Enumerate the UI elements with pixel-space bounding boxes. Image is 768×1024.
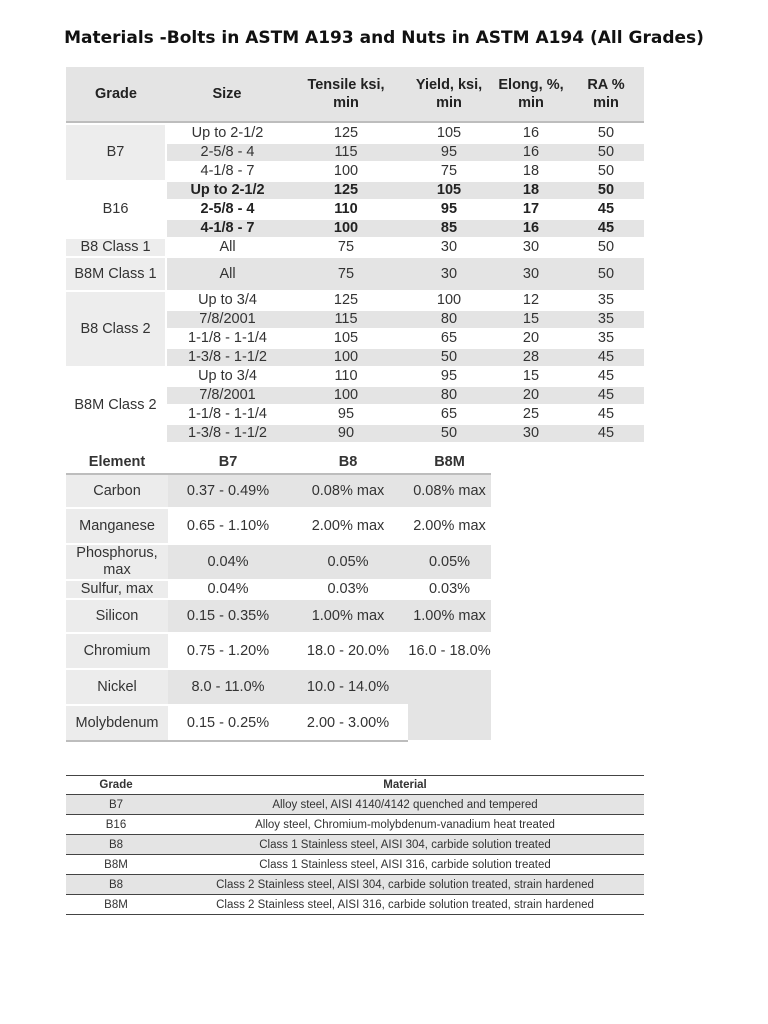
- ra-cell: 45: [568, 367, 644, 386]
- size-cell: Up to 2-1/2: [166, 181, 288, 200]
- b7-cell: 0.65 - 1.10%: [168, 508, 288, 544]
- yield-cell: 75: [404, 162, 494, 181]
- col-header-yield: [404, 67, 494, 121]
- size-cell: Up to 2-1/2: [166, 124, 288, 143]
- header-line: min: [593, 95, 619, 111]
- col-header-tensile: [288, 67, 404, 121]
- b8m-cell: 0.03%: [408, 580, 491, 599]
- elong-cell: 30: [494, 257, 568, 291]
- elong-cell: 16: [494, 124, 568, 143]
- grade-cell: B8M Class 2: [66, 367, 166, 443]
- grade-cell: B7: [66, 124, 166, 181]
- table-row: [66, 238, 644, 257]
- ra-cell: 50: [568, 124, 644, 143]
- yield-cell: 50: [404, 424, 494, 443]
- tensile-cell: 115: [288, 143, 404, 162]
- ra-cell: 35: [568, 310, 644, 329]
- yield-cell: 80: [404, 386, 494, 405]
- tensile-cell: 75: [288, 257, 404, 291]
- b7-cell: 0.37 - 0.49%: [168, 474, 288, 508]
- ra-cell: 50: [568, 181, 644, 200]
- size-cell: 4-1/8 - 7: [166, 162, 288, 181]
- element-cell: Nickel: [66, 669, 168, 705]
- table-row: [66, 257, 644, 291]
- element-cell: Manganese: [66, 508, 168, 544]
- yield-cell: 95: [404, 143, 494, 162]
- size-cell: Up to 3/4: [166, 291, 288, 310]
- grade-cell: B8M Class 1: [66, 257, 166, 291]
- table-header-row: [66, 451, 491, 474]
- size-cell: 1-1/8 - 1-1/4: [166, 329, 288, 348]
- elong-cell: 30: [494, 238, 568, 257]
- table-row: [66, 599, 491, 633]
- table-row: [66, 835, 644, 855]
- b8m-cell: [408, 669, 491, 741]
- b8-cell: 2.00% max: [288, 508, 408, 544]
- b8m-cell: 16.0 - 18.0%: [408, 633, 491, 669]
- ra-cell: 45: [568, 405, 644, 424]
- ra-cell: 50: [568, 143, 644, 162]
- elong-cell: 16: [494, 219, 568, 238]
- col-header-grade: Grade: [66, 776, 166, 795]
- size-cell: 4-1/8 - 7: [166, 219, 288, 238]
- col-header-grade: Grade: [66, 67, 166, 121]
- table-row: [66, 669, 491, 705]
- table-row: [66, 367, 644, 386]
- yield-cell: 105: [404, 181, 494, 200]
- yield-cell: 80: [404, 310, 494, 329]
- ra-cell: 50: [568, 162, 644, 181]
- yield-cell: 30: [404, 257, 494, 291]
- tensile-cell: 105: [288, 329, 404, 348]
- material-cell: Class 2 Stainless steel, AISI 316, carbide solution treated, strain hardened: [166, 895, 644, 915]
- b7-cell: 0.04%: [168, 580, 288, 599]
- b8-cell: 1.00% max: [288, 599, 408, 633]
- yield-cell: 65: [404, 405, 494, 424]
- element-cell: Carbon: [66, 474, 168, 508]
- yield-cell: 85: [404, 219, 494, 238]
- grade-cell: B8M: [66, 855, 166, 875]
- size-cell: All: [166, 257, 288, 291]
- tensile-cell: 100: [288, 386, 404, 405]
- yield-cell: 65: [404, 329, 494, 348]
- tensile-cell: 115: [288, 310, 404, 329]
- elong-cell: 17: [494, 200, 568, 219]
- ra-cell: 45: [568, 424, 644, 443]
- material-cell: Alloy steel, Chromium-molybdenum-vanadium heat treated: [166, 815, 644, 835]
- table-row: [66, 181, 644, 200]
- table-row: [66, 875, 644, 895]
- chemical-composition-table: [66, 451, 491, 742]
- grade-cell: B16: [66, 181, 166, 238]
- mechanical-properties-table: [66, 67, 644, 444]
- tensile-cell: 95: [288, 405, 404, 424]
- col-header-b8m: B8M: [408, 451, 491, 474]
- elong-cell: 15: [494, 367, 568, 386]
- col-header-size: Size: [166, 67, 288, 121]
- grade-cell: B8 Class 2: [66, 291, 166, 367]
- element-cell: Chromium: [66, 633, 168, 669]
- col-header-b7: B7: [168, 451, 288, 474]
- col-header-ra: [568, 67, 644, 121]
- elong-cell: 20: [494, 329, 568, 348]
- ra-cell: 45: [568, 200, 644, 219]
- b7-cell: 0.75 - 1.20%: [168, 633, 288, 669]
- material-cell: Class 1 Stainless steel, AISI 316, carbide solution treated: [166, 855, 644, 875]
- b8-cell: 0.08% max: [288, 474, 408, 508]
- grade-cell: B8: [66, 875, 166, 895]
- grade-cell: B8 Class 1: [66, 238, 166, 257]
- elong-cell: 30: [494, 424, 568, 443]
- table-row: [66, 580, 491, 599]
- size-cell: 7/8/2001: [166, 310, 288, 329]
- tensile-cell: 100: [288, 348, 404, 367]
- table-row: [66, 633, 491, 669]
- ra-cell: 35: [568, 329, 644, 348]
- elong-cell: 18: [494, 162, 568, 181]
- element-cell: Phosphorus, max: [66, 544, 168, 580]
- yield-cell: 50: [404, 348, 494, 367]
- page-title: Materials -Bolts in ASTM A193 and Nuts in ASTM A194 (All Grades): [64, 28, 704, 48]
- element-cell: Silicon: [66, 599, 168, 633]
- table-row: [66, 544, 491, 580]
- header-line: RA %: [587, 77, 625, 93]
- tensile-cell: 75: [288, 238, 404, 257]
- table-row: [66, 795, 644, 815]
- b7-cell: 0.15 - 0.25%: [168, 705, 288, 741]
- header-line: min: [518, 95, 544, 111]
- table-row: [66, 291, 644, 310]
- material-cell: Class 1 Stainless steel, AISI 304, carbide solution treated: [166, 835, 644, 855]
- b7-cell: 0.15 - 0.35%: [168, 599, 288, 633]
- b8-cell: 0.03%: [288, 580, 408, 599]
- yield-cell: 30: [404, 238, 494, 257]
- col-header-element: Element: [66, 451, 168, 474]
- table-row: [66, 124, 644, 143]
- tensile-cell: 100: [288, 162, 404, 181]
- tensile-cell: 90: [288, 424, 404, 443]
- col-header-elong: [494, 67, 568, 121]
- tensile-cell: 110: [288, 367, 404, 386]
- elong-cell: 12: [494, 291, 568, 310]
- tensile-cell: 125: [288, 181, 404, 200]
- elong-cell: 18: [494, 181, 568, 200]
- tensile-cell: 125: [288, 124, 404, 143]
- elong-cell: 28: [494, 348, 568, 367]
- elong-cell: 20: [494, 386, 568, 405]
- table-header-row: [66, 776, 644, 795]
- ra-cell: 50: [568, 238, 644, 257]
- grade-cell: B16: [66, 815, 166, 835]
- yield-cell: 95: [404, 200, 494, 219]
- yield-cell: 105: [404, 124, 494, 143]
- b7-cell: 0.04%: [168, 544, 288, 580]
- ra-cell: 45: [568, 348, 644, 367]
- b8-cell: 10.0 - 14.0%: [288, 669, 408, 705]
- b7-cell: 8.0 - 11.0%: [168, 669, 288, 705]
- size-cell: 7/8/2001: [166, 386, 288, 405]
- col-header-material: Material: [166, 776, 644, 795]
- header-line: Yield, ksi,: [415, 77, 483, 93]
- size-cell: 1-1/8 - 1-1/4: [166, 405, 288, 424]
- elong-cell: 25: [494, 405, 568, 424]
- size-cell: 2-5/8 - 4: [166, 143, 288, 162]
- table-row: [66, 855, 644, 875]
- b8-cell: 0.05%: [288, 544, 408, 580]
- element-cell: Sulfur, max: [66, 580, 168, 599]
- table-header-row: [66, 67, 644, 121]
- yield-cell: 95: [404, 367, 494, 386]
- ra-cell: 45: [568, 386, 644, 405]
- material-cell: Alloy steel, AISI 4140/4142 quenched and tempered: [166, 795, 644, 815]
- size-cell: 1-3/8 - 1-1/2: [166, 348, 288, 367]
- b8-cell: 18.0 - 20.0%: [288, 633, 408, 669]
- header-line: Elong, %,: [498, 77, 564, 93]
- header-line: min: [333, 95, 359, 111]
- elong-cell: 15: [494, 310, 568, 329]
- table-row: [66, 508, 491, 544]
- b8m-cell: 1.00% max: [408, 599, 491, 633]
- ra-cell: 50: [568, 257, 644, 291]
- b8m-cell: 0.05%: [408, 544, 491, 580]
- element-cell: Molybdenum: [66, 705, 168, 741]
- ra-cell: 45: [568, 219, 644, 238]
- tensile-cell: 125: [288, 291, 404, 310]
- header-line: Tensile ksi,: [307, 77, 385, 93]
- col-header-b8: B8: [288, 451, 408, 474]
- table-row: [66, 895, 644, 915]
- size-cell: 2-5/8 - 4: [166, 200, 288, 219]
- grade-cell: B7: [66, 795, 166, 815]
- elong-cell: 16: [494, 143, 568, 162]
- materials-table: [66, 775, 644, 915]
- header-line: min: [436, 95, 462, 111]
- b8-cell: 2.00 - 3.00%: [288, 705, 408, 741]
- b8m-cell: 2.00% max: [408, 508, 491, 544]
- table-row: [66, 815, 644, 835]
- ra-cell: 35: [568, 291, 644, 310]
- b8m-cell: 0.08% max: [408, 474, 491, 508]
- table-row: [66, 474, 491, 508]
- material-cell: Class 2 Stainless steel, AISI 304, carbide solution treated, strain hardened: [166, 875, 644, 895]
- grade-cell: B8M: [66, 895, 166, 915]
- tensile-cell: 100: [288, 219, 404, 238]
- size-cell: All: [166, 238, 288, 257]
- grade-cell: B8: [66, 835, 166, 855]
- tensile-cell: 110: [288, 200, 404, 219]
- size-cell: 1-3/8 - 1-1/2: [166, 424, 288, 443]
- yield-cell: 100: [404, 291, 494, 310]
- size-cell: Up to 3/4: [166, 367, 288, 386]
